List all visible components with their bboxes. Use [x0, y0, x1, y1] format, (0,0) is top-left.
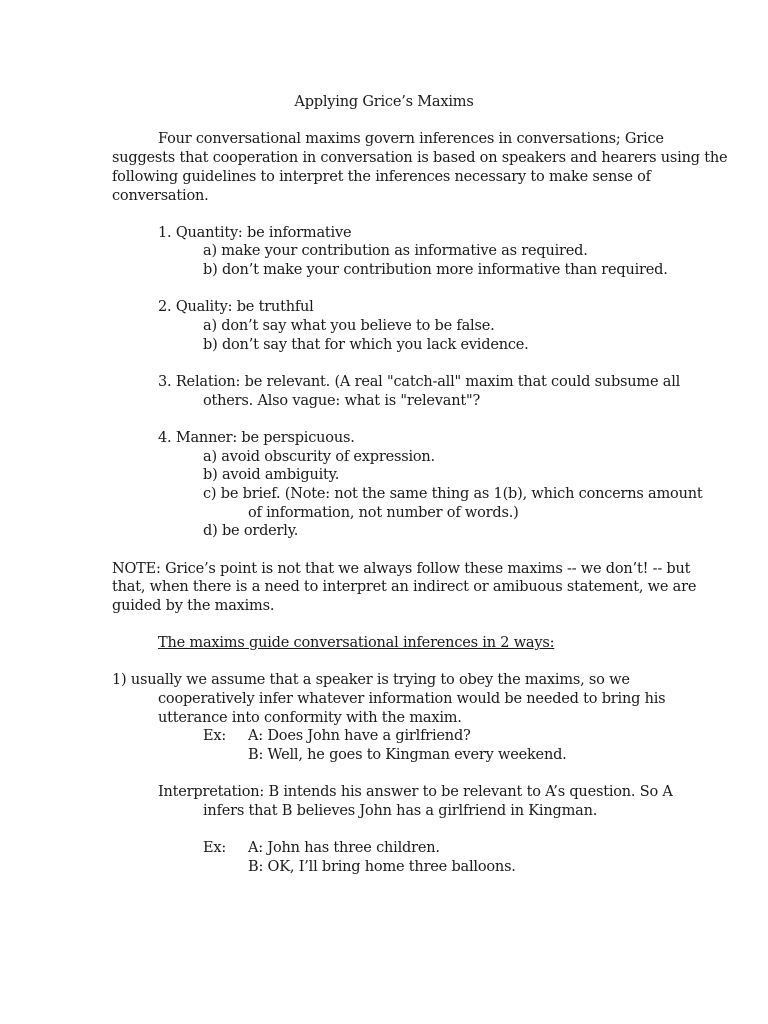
- manner-heading: 4. Manner: be perspicuous.: [158, 430, 355, 446]
- intro-line-4: conversation.: [112, 188, 209, 204]
- note-line-2: that, when there is a need to interpret an indirect or amibuous statement, we are: [112, 579, 697, 595]
- manner-item-d: d) be orderly.: [203, 523, 299, 539]
- interpretation-line-1: Interpretation: B intends his answer to be relevant to A’s question. So A: [158, 784, 673, 800]
- manner-item-c-line-1: c) be brief. (Note: not the same thing as 1(b), which concerns amount: [203, 486, 703, 502]
- example1-line-b: B: Well, he goes to Kingman every weekend.: [248, 747, 567, 763]
- example2-line-a: A: John has three children.: [248, 840, 440, 856]
- example1-line-a: A: Does John have a girlfriend?: [248, 728, 471, 744]
- note-line-3: guided by the maxims.: [112, 598, 275, 614]
- example2-line-b: B: OK, I’ll bring home three balloons.: [248, 859, 516, 875]
- note-line-1: NOTE: Grice’s point is not that we always follow these maxims -- we don’t! -- but: [112, 561, 691, 577]
- quality-heading: 2. Quality: be truthful: [158, 299, 314, 315]
- manner-item-b: b) avoid ambiguity.: [203, 467, 340, 483]
- example2-label: Ex:: [203, 840, 227, 856]
- relation-line-2: others. Also vague: what is "relevant"?: [203, 393, 481, 409]
- way1-line-3: utterance into conformity with the maxim.: [158, 710, 462, 726]
- intro-line-3: following guidelines to interpret the inferences necessary to make sense of: [112, 169, 651, 185]
- manner-item-c-line-2: of information, not number of words.): [248, 505, 519, 521]
- quantity-item-a: a) make your contribution as informative as required.: [203, 243, 588, 259]
- relation-line-1: 3. Relation: be relevant. (A real "catch-all" maxim that could subsume all: [158, 374, 681, 390]
- ways-heading: The maxims guide conversational inferences in 2 ways:: [158, 635, 555, 651]
- quantity-heading: 1. Quantity: be informative: [158, 225, 352, 241]
- intro-line-1: Four conversational maxims govern inferences in conversations; Grice: [158, 131, 664, 147]
- example1-label: Ex:: [203, 728, 227, 744]
- quality-item-a: a) don’t say what you believe to be false.: [203, 318, 495, 334]
- intro-line-2: suggests that cooperation in conversation is based on speakers and hearers using the: [112, 150, 728, 166]
- quality-item-b: b) don’t say that for which you lack evidence.: [203, 337, 529, 353]
- way1-line-2: cooperatively infer whatever information would be needed to bring his: [158, 691, 666, 707]
- quantity-item-b: b) don’t make your contribution more informative than required.: [203, 262, 668, 278]
- page-title: Applying Grice’s Maxims: [294, 94, 474, 110]
- manner-item-a: a) avoid obscurity of expression.: [203, 449, 435, 465]
- interpretation-line-2: infers that B believes John has a girlfriend in Kingman.: [203, 803, 598, 819]
- way1-line-1: 1) usually we assume that a speaker is trying to obey the maxims, so we: [112, 672, 630, 688]
